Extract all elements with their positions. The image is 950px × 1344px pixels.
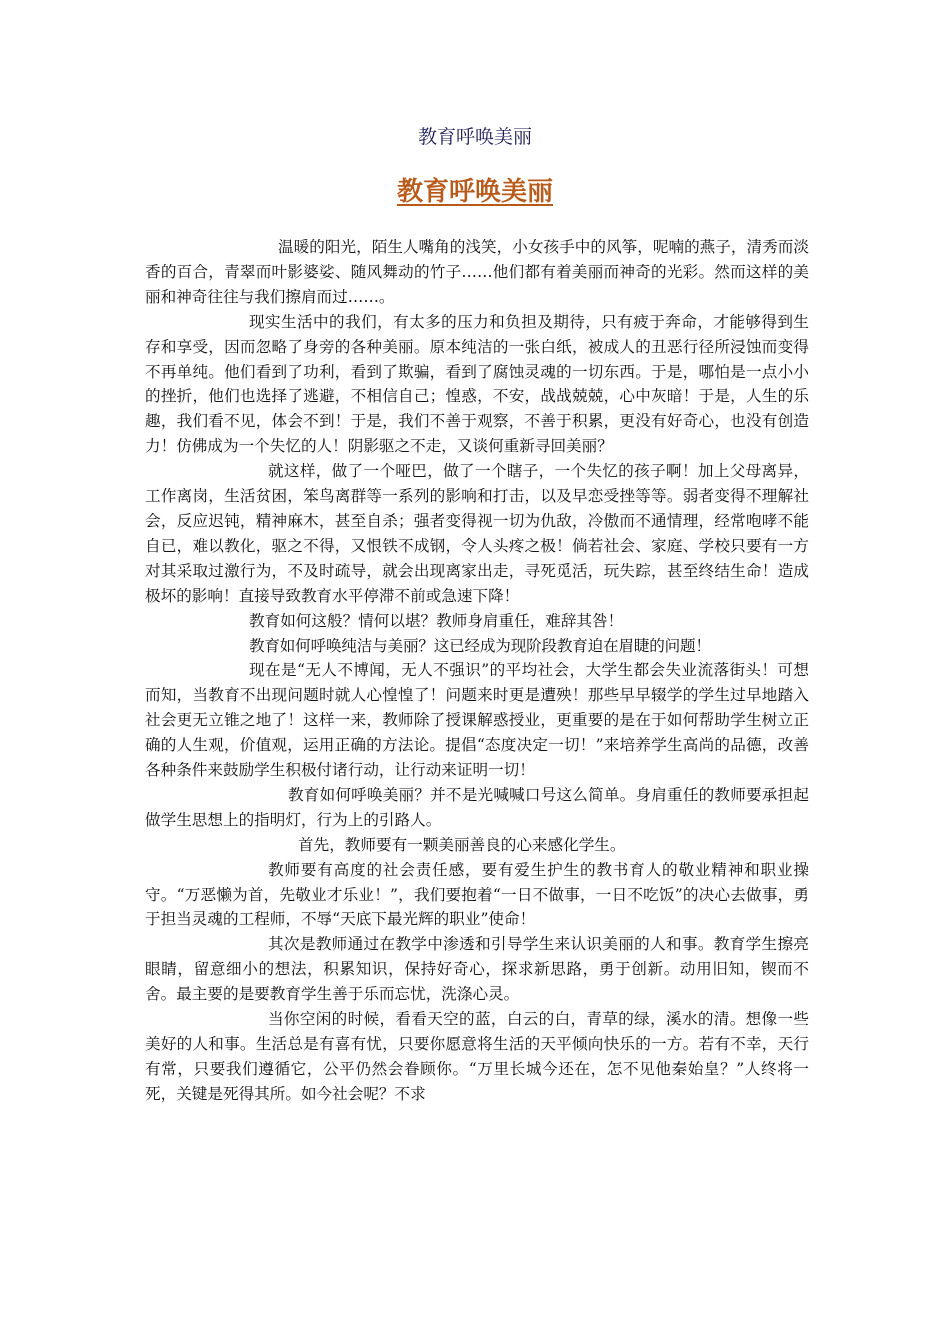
- document-body: [145, 235, 809, 1107]
- paragraph-8: 首先，教师要有一颗美丽善良的心来感化学生。: [298, 835, 626, 854]
- paragraph-5: 教育如何呼唤纯洁与美丽？这已经成为现阶段教育迫在眉睫的问题！: [249, 636, 711, 655]
- paragraph-10: 其次是教师通过在教学中渗透和引导学生来认识美丽的人和事。教育学生擦亮眼睛，留意细小的想法，积累知识，保持好奇心，探求新思路，勇于创新。动用旧知，锲而不舍。最主要的是要教育学生善于乐而忘忧，洗涤心灵。: [145, 935, 809, 1004]
- paragraph-3: 就这样，做了一个哑巴，做了一个瞎子，一个失忆的孩子啊！加上父母离异，工作离岗，生活贫困，笨鸟离群等一系列的影响和打击，以及早恋受挫等等。弱者变得不理解社会，反应迟钝，精神麻木，甚至自杀；强者变得视一切为仇敌，冷傲而不通情理，经常咆哮不能自已，难以教化，驱之不得，又恨铁不成钢，令人头疼之极！倘若社会、家庭、学校只要有一方对其采取过激行为，不及时疏导，就会出现离家出走，寻死觅活，玩失踪，甚至终结生命！造成极坏的影响！直接导致教育水平停滞不前或急速下降！: [145, 462, 809, 605]
- main-heading: [0, 174, 950, 210]
- paragraph-4: 教育如何这般？情何以堪？教师身肩重任，难辞其咎！: [249, 611, 624, 630]
- paragraph-1: 温暖的阳光，陌生人嘴角的浅笑，小女孩手中的风筝，呢喃的燕子，清秀而淡香的百合，青翠而叶影婆娑、随风舞动的竹子……他们都有着美丽而神奇的光彩。然而这样的美丽和神奇往往与我们擦肩而过……。: [145, 238, 809, 306]
- document-title: 教育呼唤美丽: [417, 126, 532, 148]
- paragraph-6: 现在是“无人不博闻，无人不强识”的平均社会，大学生都会失业流落街头！可想而知，当教育不出现问题时就人心惶惶了！问题来时更是遭殃！那些早早辍学的学生过早地踏入社会更无立锥之地了！这样一来，教师除了授课解惑授业，更重要的是在于如何帮助学生树立正确的人生观，价值观，运用正确的方法论。提倡“态度决定一切！”来培养学生高尚的品德，改善各种条件来鼓励学生积极付诸行动，让行动来证明一切！: [145, 661, 809, 780]
- paragraph-7: 教育如何呼唤美丽？并不是光喊喊口号这么简单。身肩重任的教师要承担起做学生思想上的指明灯，行为上的引路人。: [145, 785, 809, 829]
- paragraph-11: 当你空闲的时候，看看天空的蓝，白云的白，青草的绿，溪水的清。想像一些美好的人和事。生活总是有喜有忧，只要你愿意将生活的天平倾向快乐的一方。若有不幸，天行有常，只要我们遵循它，公平仍然会眷顾你。“万里长城今还在，怎不见他秦始皇？”人终将一死，关键是死得其所。如今社会呢？不求: [145, 1010, 809, 1103]
- paragraph-9: 教师要有高度的社会责任感，要有爱生护生的教书育人的敬业精神和职业操守。“万恶懒为首，先敬业才乐业！”，我们要抱着“一日不做事，一日不吃饭”的决心去做事，勇于担当灵魂的工程师，不辱“天底下最光辉的职业”使命！: [145, 860, 809, 929]
- paragraph-2: 现实生活中的我们，有太多的压力和负担及期待，只有疲于奔命，才能够得到生存和享受，因而忽略了身旁的各种美丽。原本纯洁的一张白纸，被成人的丑恶行径所浸蚀而变得不再单纯。他们看到了功利，看到了欺骗，看到了腐蚀灵魂的一切东西。于是，哪怕是一点小小的挫折，他们也选择了逃避，不相信自己；惶惑，不安，战战兢兢，心中灰暗！于是，人生的乐趣，我们看不见，体会不到！于是，我们不善于观察，不善于积累，更没有好奇心，也没有创造力！仿佛成为一个失忆的人！阴影驱之不走，又谈何重新寻回美丽？: [145, 312, 809, 456]
- main-heading-text: 教育呼唤美丽: [396, 177, 553, 207]
